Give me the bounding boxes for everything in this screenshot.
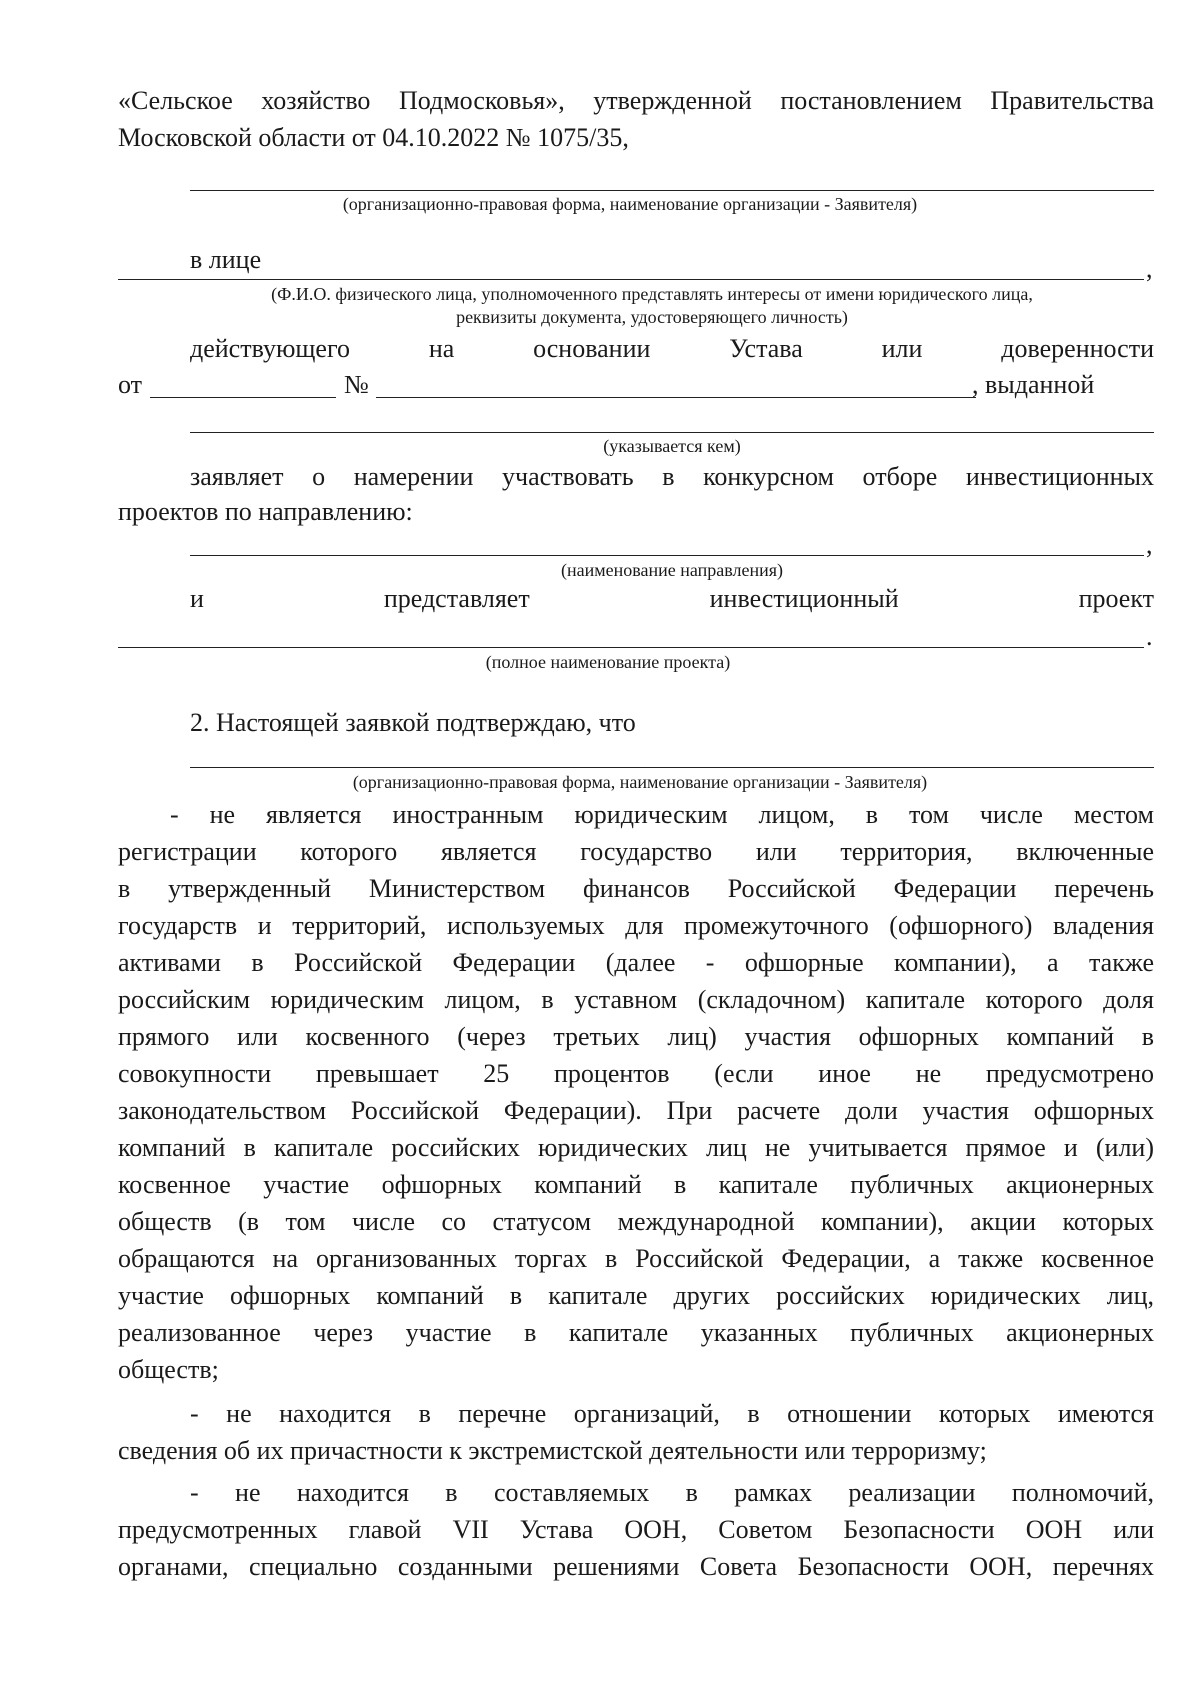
paragraph-line: обществ (в том числе со статусом международной компании), акции которых xyxy=(118,1207,1154,1236)
paragraph-line: обращаются на организованных торгах в Российской Федерации, а также косвенное xyxy=(118,1244,1154,1273)
presents-project-line xyxy=(190,584,1154,614)
declaration-line: проектов по направлению: xyxy=(118,497,413,526)
paragraph-line: сведения об их причастности к экстремистской деятельности или терроризму; xyxy=(118,1436,987,1465)
paragraph-line: регистрации которого является государство или территория, включенные xyxy=(118,837,1154,866)
representative-blank[interactable] xyxy=(118,279,1144,280)
word: Устава xyxy=(729,334,803,363)
project-name-blank[interactable] xyxy=(118,647,1144,648)
word: проект xyxy=(1078,584,1154,613)
paragraph-line: обществ; xyxy=(118,1355,219,1384)
issued-by-caption: (указывается кем) xyxy=(603,436,741,456)
from-label: от xyxy=(118,370,143,399)
word: основании xyxy=(533,334,651,363)
comma: , xyxy=(1146,254,1153,283)
paragraph-line: - не является иностранным юридическим лицом, в том числе местом xyxy=(170,800,1154,829)
word: инвестиционный xyxy=(709,584,899,613)
word: доверенности xyxy=(1001,334,1154,363)
paragraph-line: органами, специально созданными решениями Совета Безопасности ООН, перечнях xyxy=(118,1552,1154,1581)
document-number-blank[interactable] xyxy=(376,397,976,398)
issued-by-blank[interactable] xyxy=(190,432,1154,433)
paragraph-line: - не находится в перечне организаций, в отношении которых имеются xyxy=(190,1399,1154,1428)
paragraph-line: государств и территорий, используемых для промежуточного (офшорного) владения xyxy=(118,911,1154,940)
applicant-name-blank[interactable] xyxy=(190,190,1154,191)
word: на xyxy=(428,334,455,363)
applicant-caption: (организационно-правовая форма, наименование организации - Заявителя) xyxy=(342,194,918,214)
paragraph-line: российским юридическим лицом, в уставном (складочном) капитале которого доля xyxy=(118,985,1154,1014)
declaration-line: заявляет о намерении участвовать в конкурсном отборе инвестиционных xyxy=(190,462,1154,491)
word: и xyxy=(190,584,204,613)
paragraph-line: активами в Российской Федерации (далее - офшорные компании), а также xyxy=(118,948,1154,977)
paragraph-line: в утвержденный Министерством финансов Российской Федерации перечень xyxy=(118,874,1154,903)
in-person-label: в лице xyxy=(190,245,262,274)
period: . xyxy=(1146,622,1153,651)
issued-label: , выданной xyxy=(972,370,1095,399)
word: представляет xyxy=(383,584,530,613)
number-label: № xyxy=(344,370,369,399)
intro-line: «Сельское хозяйство Подмосковья», утвержденной постановлением Правительства xyxy=(118,86,1154,115)
paragraph-line: компаний в капитале российских юридических лиц не учитывается прямое и (или) xyxy=(118,1133,1154,1162)
paragraph-line: совокупности превышает 25 процентов (если иное не предусмотрено xyxy=(118,1059,1154,1088)
date-blank[interactable] xyxy=(150,397,336,398)
acting-basis-line xyxy=(190,334,1154,364)
paragraph-line: - не находится в составляемых в рамках реализации полномочий, xyxy=(190,1478,1154,1507)
section-heading: 2. Настоящей заявкой подтверждаю, что xyxy=(190,708,636,737)
direction-caption: (наименование направления) xyxy=(560,560,784,580)
person-caption: реквизиты документа, удостоверяющего личность) xyxy=(456,307,848,327)
paragraph-line: законодательством Российской Федерации). При расчете доли участия офшорных xyxy=(118,1096,1154,1125)
comma: , xyxy=(1146,530,1153,559)
word: действующего xyxy=(190,334,350,363)
project-caption: (полное наименование проекта) xyxy=(485,652,731,672)
person-caption: (Ф.И.О. физического лица, уполномоченного представлять интересы от имени юридического лица, xyxy=(271,284,1033,304)
intro-line: Московской области от 04.10.2022 № 1075/35, xyxy=(118,123,629,152)
paragraph-line: прямого или косвенного (через третьих лиц) участия офшорных компаний в xyxy=(118,1022,1154,1051)
paragraph-line: реализованное через участие в капитале указанных публичных акционерных xyxy=(118,1318,1154,1347)
direction-blank[interactable] xyxy=(190,555,1144,556)
paragraph-line: участие офшорных компаний в капитале других российских юридических лиц, xyxy=(118,1281,1154,1310)
paragraph-line: предусмотренных главой VII Устава ООН, Советом Безопасности ООН или xyxy=(118,1515,1154,1544)
paragraph-line: косвенное участие офшорных компаний в капитале публичных акционерных xyxy=(118,1170,1154,1199)
applicant-name-blank-2[interactable] xyxy=(190,767,1154,768)
word: или xyxy=(881,334,923,363)
applicant-caption-2: (организационно-правовая форма, наименование организации - Заявителя) xyxy=(352,772,928,792)
